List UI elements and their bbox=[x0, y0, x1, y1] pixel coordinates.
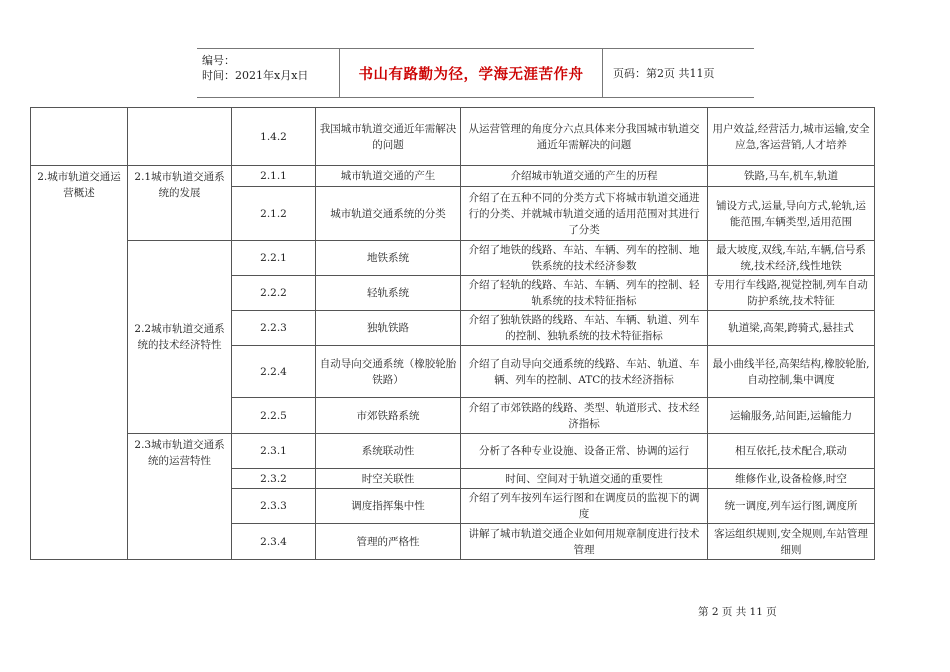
section-description: 介绍了市郊铁路的线路、类型、轨道形式、技术经济指标 bbox=[461, 398, 708, 434]
page-header bbox=[197, 48, 754, 98]
section-code: 2.3.3 bbox=[232, 489, 316, 524]
number-label: 编号： bbox=[202, 54, 235, 67]
section-description: 分析了各种专业设施、设备正常、协调的运行 bbox=[461, 434, 708, 469]
section-code: 2.2.1 bbox=[232, 241, 316, 276]
section-description: 介绍了自动导向交通系统的线路、车站、轨道、车辆、列车的控制、ATC的技术经济指标 bbox=[461, 346, 708, 398]
section-keywords: 铁路,马车,机车,轨道 bbox=[708, 166, 875, 187]
section-keywords: 铺设方式,运量,导向方式,轮轨,运能范围,车辆类型,适用范围 bbox=[708, 187, 875, 241]
section-title: 管理的严格性 bbox=[316, 524, 461, 560]
section-code: 2.3.4 bbox=[232, 524, 316, 560]
section-code: 2.2.4 bbox=[232, 346, 316, 398]
section-group-title: 2.2城市轨道交通系统的技术经济特性 bbox=[128, 241, 232, 434]
section-title: 独轨铁路 bbox=[316, 311, 461, 346]
section-title: 城市轨道交通系统的分类 bbox=[316, 187, 461, 241]
section-description: 讲解了城市轨道交通企业如何用规章制度进行技术管理 bbox=[461, 524, 708, 560]
section-title: 轻轨系统 bbox=[316, 276, 461, 311]
section-title: 城市轨道交通的产生 bbox=[316, 166, 461, 187]
outline-table bbox=[30, 107, 875, 560]
section-description: 时间、空间对于轨道交通的重要性 bbox=[461, 469, 708, 489]
section-keywords: 统一调度,列车运行图,调度所 bbox=[708, 489, 875, 524]
section-code: 2.3.2 bbox=[232, 469, 316, 489]
motto: 书山有路勤为径，学海无涯苦作舟 bbox=[358, 66, 584, 83]
section-title: 调度指挥集中性 bbox=[316, 489, 461, 524]
section-title: 系统联动性 bbox=[316, 434, 461, 469]
section-keywords: 相互依托,技术配合,联动 bbox=[708, 434, 875, 469]
page-footer: 第 2 页 共 11 页 bbox=[698, 606, 777, 618]
section-keywords: 最小曲线半径,高架结构,橡胶轮胎,自动控制,集中调度 bbox=[708, 346, 875, 398]
section-description: 介绍了列车按列车运行图和在调度员的监视下的调度 bbox=[461, 489, 708, 524]
section-keywords: 专用行车线路,视觉控制,列车自动防护系统,技术特征 bbox=[708, 276, 875, 311]
section-title: 我国城市轨道交通近年需解决的问题 bbox=[316, 108, 461, 166]
section-keywords: 轨道梁,高架,跨骑式,悬挂式 bbox=[708, 311, 875, 346]
section-code: 2.2.2 bbox=[232, 276, 316, 311]
table-row bbox=[31, 241, 875, 276]
section-description: 介绍城市轨道交通的产生的历程 bbox=[461, 166, 708, 187]
section-keywords: 最大坡度,双线,车站,车辆,信号系统,技术经济,线性地铁 bbox=[708, 241, 875, 276]
section-group-title: 2.1城市轨道交通系统的发展 bbox=[128, 166, 232, 241]
section-code: 2.3.1 bbox=[232, 434, 316, 469]
section-description: 介绍了独轨铁路的线路、车站、车辆、轨道、列车的控制、独轨系统的技术特征指标 bbox=[461, 311, 708, 346]
empty-cell bbox=[31, 108, 128, 166]
section-keywords: 维修作业,设备检修,时空 bbox=[708, 469, 875, 489]
section-code: 2.2.5 bbox=[232, 398, 316, 434]
section-title: 自动导向交通系统（橡胶轮胎铁路） bbox=[316, 346, 461, 398]
section-title: 时空关联性 bbox=[316, 469, 461, 489]
empty-cell bbox=[128, 108, 232, 166]
section-code: 2.1.1 bbox=[232, 166, 316, 187]
chapter-title: 2.城市轨道交通运营概述 bbox=[31, 166, 128, 560]
section-keywords: 用户效益,经营活力,城市运输,安全应急,客运营销,人才培养 bbox=[708, 108, 875, 166]
section-code: 2.1.2 bbox=[232, 187, 316, 241]
page-label: 页码：第2页 共11页 bbox=[613, 67, 715, 80]
header-meta bbox=[197, 49, 340, 97]
section-group-title: 2.3城市轨道交通系统的运营特性 bbox=[128, 434, 232, 560]
section-title: 市郊铁路系统 bbox=[316, 398, 461, 434]
time-label: 时间：2021年x月x日 bbox=[202, 69, 309, 82]
section-description: 介绍了地铁的线路、车站、车辆、列车的控制、地铁系统的技术经济参数 bbox=[461, 241, 708, 276]
section-code: 2.2.3 bbox=[232, 311, 316, 346]
section-description: 从运营管理的角度分六点具体来分我国城市轨道交通近年需解决的问题 bbox=[461, 108, 708, 166]
section-title: 地铁系统 bbox=[316, 241, 461, 276]
section-keywords: 客运组织规则,安全规则,车站管理细则 bbox=[708, 524, 875, 560]
section-code: 1.4.2 bbox=[232, 108, 316, 166]
table-row bbox=[31, 166, 875, 187]
section-description: 介绍了轻轨的线路、车站、车辆、列车的控制、轻轨系统的技术特征指标 bbox=[461, 276, 708, 311]
section-keywords: 运输服务,站间距,运输能力 bbox=[708, 398, 875, 434]
section-description: 介绍了在五种不同的分类方式下将城市轨道交通进行的分类、并就城市轨道交通的适用范围对其进行了分类 bbox=[461, 187, 708, 241]
table-row bbox=[31, 434, 875, 469]
header-motto-cell bbox=[340, 49, 603, 97]
table-row bbox=[31, 108, 875, 166]
